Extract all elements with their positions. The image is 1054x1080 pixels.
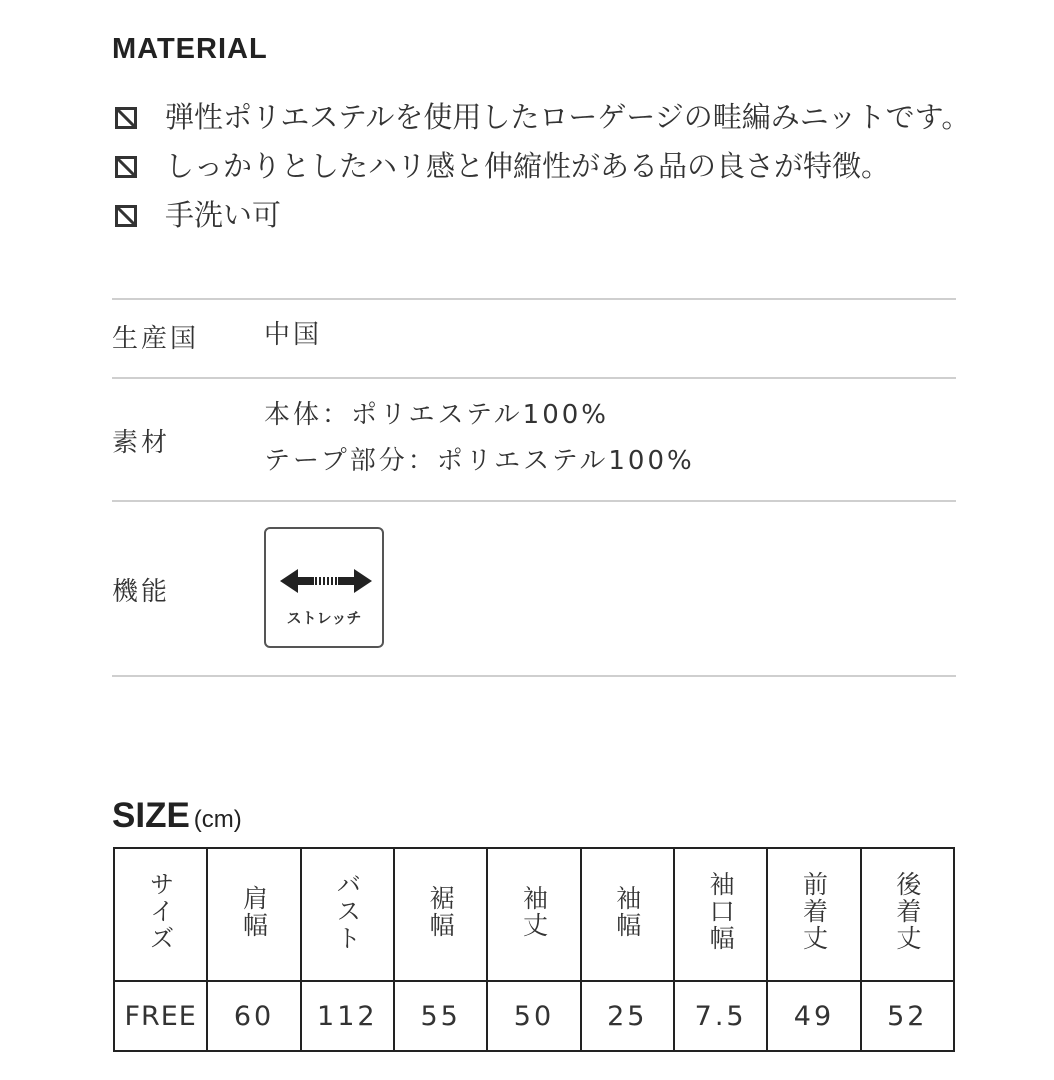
fabric-value: [264, 392, 695, 484]
size-cell: 50: [487, 981, 580, 1051]
size-header-text: サイズ: [146, 871, 176, 952]
size-heading: [112, 796, 242, 836]
size-cell: 25: [581, 981, 674, 1051]
size-header-text: 袖丈: [519, 884, 549, 939]
size-header-text: 後着丈: [892, 871, 922, 952]
size-header-cell: [674, 848, 767, 981]
material-bullet-item: [112, 96, 972, 139]
material-heading: MATERIAL: [112, 33, 268, 65]
size-header-row: [114, 848, 954, 981]
slashed-square-icon: [115, 107, 137, 129]
fabric-line: 本体：ポリエステル100%: [264, 400, 609, 430]
size-cell: 52: [861, 981, 954, 1051]
fabric-label: 素材: [112, 428, 171, 458]
size-row: [114, 981, 954, 1051]
material-bullet-item: [112, 145, 972, 188]
divider: [112, 298, 956, 300]
spec-row-function: [112, 527, 956, 652]
function-label: 機能: [112, 577, 171, 607]
size-header-cell: [114, 848, 207, 981]
spec-row-origin: [112, 318, 956, 362]
size-cell: 49: [767, 981, 860, 1051]
size-header-cell: [207, 848, 300, 981]
material-bullet-list: [112, 96, 972, 243]
size-title: SIZE: [112, 796, 190, 835]
material-bullet-item: [112, 194, 972, 237]
size-header-cell: [861, 848, 954, 981]
size-cell: FREE: [114, 981, 207, 1051]
slashed-square-icon: [115, 156, 137, 178]
divider: [112, 377, 956, 379]
double-arrow-icon: [280, 567, 372, 595]
material-bullet-text: 弾性ポリエステルを使用したローゲージの畦編みニットです。: [165, 100, 971, 134]
size-header-cell: [487, 848, 580, 981]
stretch-label: ストレッチ: [286, 609, 362, 627]
size-cell: 112: [301, 981, 394, 1051]
size-cell: 60: [207, 981, 300, 1051]
size-header-text: 袖幅: [612, 884, 642, 939]
origin-label: 生産国: [112, 324, 200, 354]
size-header-text: 前着丈: [799, 871, 829, 952]
stretch-badge: [264, 527, 384, 648]
size-header-cell: [394, 848, 487, 981]
size-header-cell: [767, 848, 860, 981]
material-bullet-text: 手洗い可: [165, 198, 282, 232]
size-header-text: 袖口幅: [706, 871, 736, 952]
size-header-text: バスト: [332, 871, 362, 952]
size-unit: (cm): [193, 806, 242, 833]
size-header-text: 肩幅: [239, 884, 269, 939]
size-table: [113, 847, 955, 1052]
size-header-text: 裾幅: [426, 884, 456, 939]
spec-row-fabric: [112, 392, 956, 492]
origin-value: 中国: [264, 320, 323, 350]
divider: [112, 500, 956, 502]
slashed-square-icon: [115, 205, 137, 227]
size-cell: 55: [394, 981, 487, 1051]
material-bullet-text: しっかりとしたハリ感と伸縮性がある品の良さが特徴。: [165, 149, 891, 183]
size-cell: 7.5: [674, 981, 767, 1051]
divider: [112, 675, 956, 677]
fabric-line: テープ部分：ポリエステル100%: [264, 446, 695, 476]
size-header-cell: [581, 848, 674, 981]
size-header-cell: [301, 848, 394, 981]
